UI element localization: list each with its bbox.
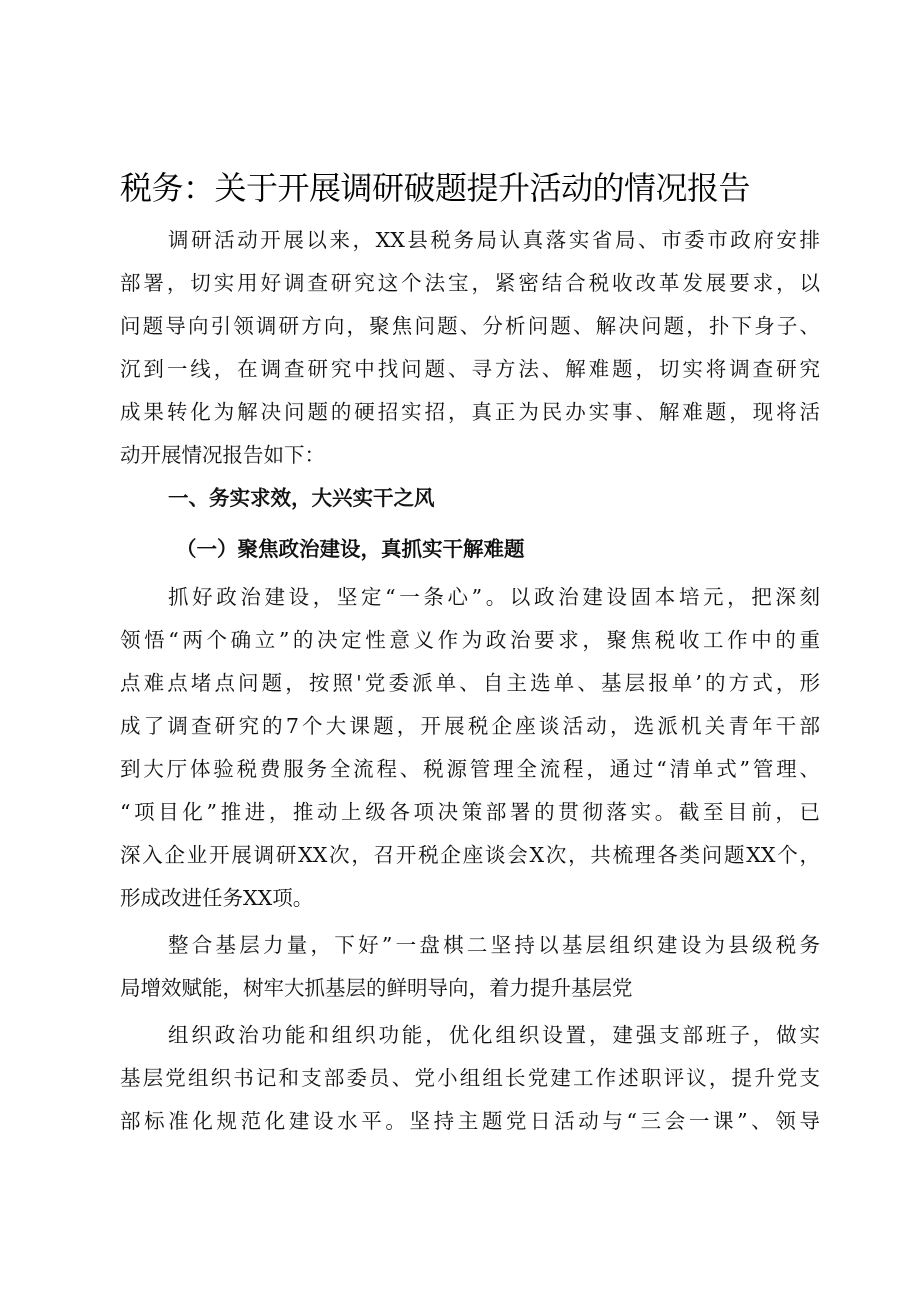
intro-line: 调研活动开展以来，XX县税务局认真落实省局、市委市政府安排	[168, 228, 820, 252]
document-title: 税务：关于开展调研破题提升活动的情况报告	[120, 169, 751, 207]
intro-line: 成果转化为解决问题的硬招实招，真正为民办实事、解难题，现将活	[120, 400, 820, 424]
subsection-heading: （一）聚焦政治建设，真抓实干解难题	[176, 537, 525, 561]
paragraph-line: 成了调查研究的7个大课题，开展税企座谈活动，选派机关青年干部	[120, 714, 820, 738]
paragraph-line: 局增效赋能，树牢大抓基层的鲜明导向，着力提升基层党	[120, 976, 633, 1000]
paragraph-line: 抓好政治建设，坚定“一条心”。以政治建设固本培元，把深刻	[168, 585, 820, 609]
intro-line: 问题导向引领调研方向，聚焦问题、分析问题、解决问题，扑下身子、	[120, 314, 820, 338]
section-heading: 一、务实求效，大兴实干之风	[168, 486, 435, 510]
intro-line: 部署，切实用好调查研究这个法宝，紧密结合税收改革发展要求，以	[120, 271, 820, 295]
paragraph-line: 深入企业开展调研XX次，召开税企座谈会X次，共梳理各类问题XX个，	[120, 843, 820, 867]
paragraph-line: 组织政治功能和组织功能，优化组织设置，建强支部班子，做实	[168, 1023, 820, 1047]
intro-line: 沉到一线，在调查研究中找问题、寻方法、解难题，切实将调查研究	[120, 357, 820, 381]
paragraph-line: 整合基层力量，下好”一盘棋二坚持以基层组织建设为县级税务	[168, 933, 820, 957]
paragraph-line: 领悟“两个确立”的决定性意义作为政治要求，聚焦税收工作中的重	[120, 628, 820, 652]
paragraph-line: 形成改进任务XX项。	[120, 886, 314, 910]
paragraph-line: 基层党组织书记和支部委员、党小组组长党建工作述职评议，提升党支	[120, 1066, 820, 1090]
paragraph-line: 到大厅体验税费服务全流程、税源管理全流程，通过“清单式”管理、	[120, 757, 820, 781]
paragraph-line: 部标准化规范化建设水平。坚持主题党日活动与“三会一课”、领导	[120, 1109, 820, 1133]
paragraph-line: 点难点堵点问题，按照'党委派单、自主选单、基层报单’的方式，形	[120, 671, 820, 695]
paragraph-line: “项目化”推进，推动上级各项决策部署的贯彻落实。截至目前，已	[120, 800, 820, 824]
intro-line: 动开展情况报告如下：	[120, 443, 325, 467]
